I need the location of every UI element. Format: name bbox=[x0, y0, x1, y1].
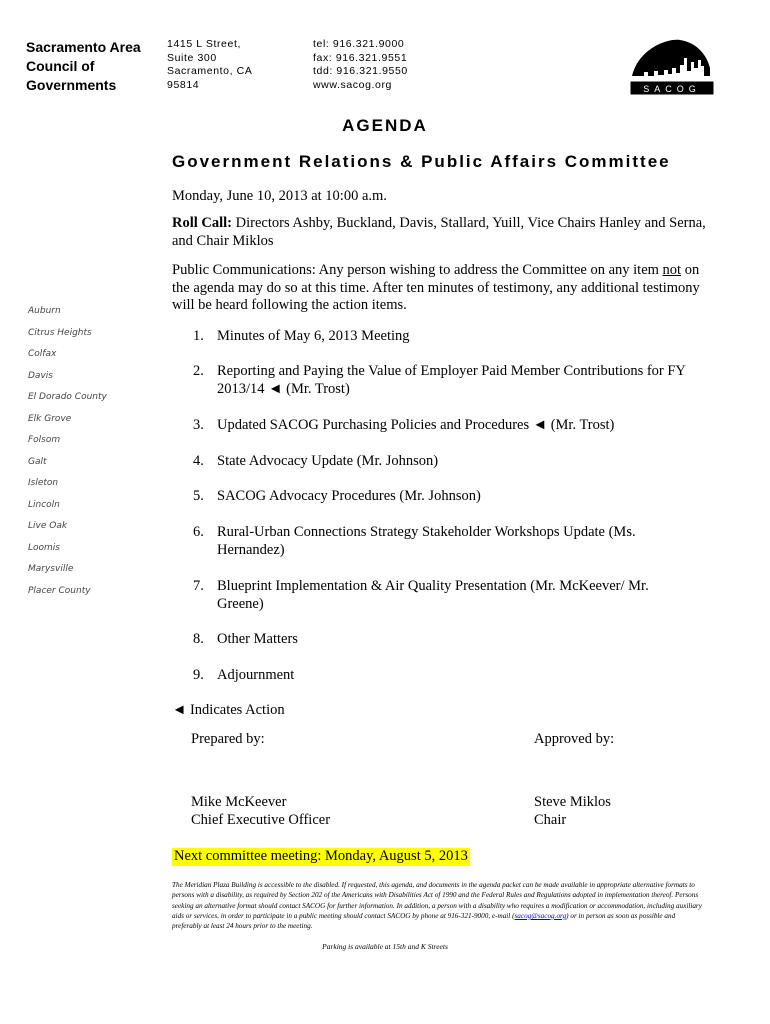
agenda-item-number: 6. bbox=[193, 524, 204, 540]
meeting-date: Monday, June 10, 2013 at 10:00 a.m. bbox=[172, 188, 387, 204]
prepared-by-label: Prepared by: bbox=[191, 731, 265, 747]
city-item: Live Oak bbox=[28, 521, 68, 531]
city-item: Placer County bbox=[28, 585, 91, 596]
accessibility-text: The Meridian Plaza Building is accessible to the disabled. If requested, this agenda, and documents in the agenda packet can be made available in appropriate alternative formats to persons with a disability, as required by Section 202 of the Americans with Disabilities Act of 1990 and the Federal Rules and Regulations adopted in implementation thereof. Persons seeking an alternative format should contact SACOG for further information. In addition, a person with a disability who requires a modification or accommodation, including auxiliary aids or services, in order to participate in a public meeting should contact SACOG by phone at 916-321-9000, e-mail ( bbox=[172, 881, 702, 920]
agenda-item-number: 8. bbox=[193, 631, 204, 647]
preparer-title: Chief Executive Officer bbox=[191, 811, 331, 828]
agenda-item-number: 1. bbox=[193, 328, 204, 344]
city-item: Davis bbox=[28, 370, 53, 381]
city-item: Galt bbox=[28, 456, 47, 467]
org-name-line: Council of bbox=[26, 58, 95, 74]
preparer-name: Mike McKeever bbox=[191, 794, 287, 810]
city-item: Marysville bbox=[28, 564, 74, 574]
org-name-line: Governments bbox=[26, 77, 117, 93]
agenda-item-number: 3. bbox=[193, 417, 204, 433]
public-comm-text: on the agenda may do so at this time. After ten minutes of testimony, any additional testimony will be heard following the action items. bbox=[172, 262, 700, 313]
skyline-logo-icon bbox=[628, 38, 714, 96]
agenda-item-number: 4. bbox=[193, 453, 204, 469]
approver-name: Steve Miklos bbox=[534, 794, 611, 810]
agenda-item-text: Minutes of May 6, 2013 Meeting bbox=[217, 328, 410, 344]
org-name bbox=[26, 38, 146, 95]
page-title: AGENDA bbox=[342, 116, 428, 135]
roll-call-text: Directors Ashby, Buckland, Davis, Stallard, Yuill, Vice Chairs Hanley and Serna, and Chair Miklos bbox=[172, 215, 706, 249]
agenda-item-text: Adjournment bbox=[217, 667, 295, 683]
email-link[interactable]: sacog@sacog.org bbox=[514, 911, 567, 920]
sacog-logo bbox=[628, 38, 714, 96]
city-item: Auburn bbox=[28, 306, 61, 316]
org-name-line: Sacramento Area bbox=[26, 39, 141, 55]
agenda-item-text: State Advocacy Update (Mr. Johnson) bbox=[217, 453, 439, 469]
member-cities-list bbox=[28, 304, 120, 605]
city-item: Citrus Heights bbox=[28, 327, 92, 338]
city-item: Lincoln bbox=[28, 499, 60, 510]
address-line: Suite 300 bbox=[167, 51, 217, 64]
agenda-item-text: Reporting and Paying the Value of Employer Paid Member Contributions for FY 2013/14 ◄ (Mr. Trost) bbox=[217, 363, 686, 397]
logo-text: SACOG bbox=[643, 84, 701, 94]
fax-line: fax: 916.321.9551 bbox=[313, 51, 408, 64]
agenda-item-number: 9. bbox=[193, 667, 204, 683]
agenda-item-text: Blueprint Implementation & Air Quality Presentation (Mr. McKeever/ Mr. Greene) bbox=[217, 578, 649, 612]
city-item: Colfax bbox=[28, 349, 57, 359]
accessibility-text: ) or in person as soon as possible and preferably at least 24 hours prior to the meeting. bbox=[172, 911, 676, 931]
address-line: Sacramento, CA bbox=[167, 65, 253, 77]
city-item: El Dorado County bbox=[28, 392, 107, 402]
tdd-line: tdd: 916.321.9550 bbox=[313, 65, 408, 77]
agenda-item-text: SACOG Advocacy Procedures (Mr. Johnson) bbox=[217, 488, 481, 504]
city-item: Isleton bbox=[28, 478, 59, 488]
address-block bbox=[167, 38, 252, 92]
public-comm-emphasis: not bbox=[662, 262, 682, 278]
roll-call-label: Roll Call: bbox=[172, 215, 233, 231]
agenda-item-text: Other Matters bbox=[217, 631, 298, 647]
agenda-item-number: 2. bbox=[193, 363, 204, 379]
public-communications bbox=[172, 262, 702, 315]
website-line: www.sacog.org bbox=[313, 78, 392, 91]
agenda-item-number: 5. bbox=[193, 488, 204, 504]
agenda-item-text: Rural-Urban Connections Strategy Stakeholder Workshops Update (Ms. Hernandez) bbox=[217, 524, 636, 558]
agenda-item-number: 7. bbox=[193, 578, 204, 594]
city-item: Loomis bbox=[28, 542, 60, 553]
contact-block bbox=[313, 38, 408, 92]
accessibility-notice bbox=[172, 880, 702, 931]
next-meeting-notice: Next committee meeting: Monday, August 5, 2013 bbox=[174, 848, 468, 864]
address-line: 1415 L Street, bbox=[167, 38, 241, 50]
roll-call bbox=[172, 215, 712, 250]
action-legend: ◄ Indicates Action bbox=[172, 702, 285, 718]
phone-line: tel: 916.321.9000 bbox=[313, 38, 405, 50]
city-item: Elk Grove bbox=[28, 413, 72, 424]
approver-signature bbox=[534, 794, 611, 829]
city-item: Folsom bbox=[28, 435, 61, 445]
address-line: 95814 bbox=[167, 78, 200, 91]
public-comm-text: Public Communications: Any person wishing to address the Committee on any item bbox=[172, 262, 663, 278]
parking-notice: Parking is available at 15th and K Streets bbox=[322, 942, 448, 951]
approver-title: Chair bbox=[534, 811, 567, 828]
committee-title: Government Relations & Public Affairs Committee bbox=[172, 152, 671, 171]
preparer-signature bbox=[191, 794, 330, 829]
approved-by-label: Approved by: bbox=[534, 731, 615, 747]
agenda-item-text: Updated SACOG Purchasing Policies and Procedures ◄ (Mr. Trost) bbox=[217, 417, 615, 433]
